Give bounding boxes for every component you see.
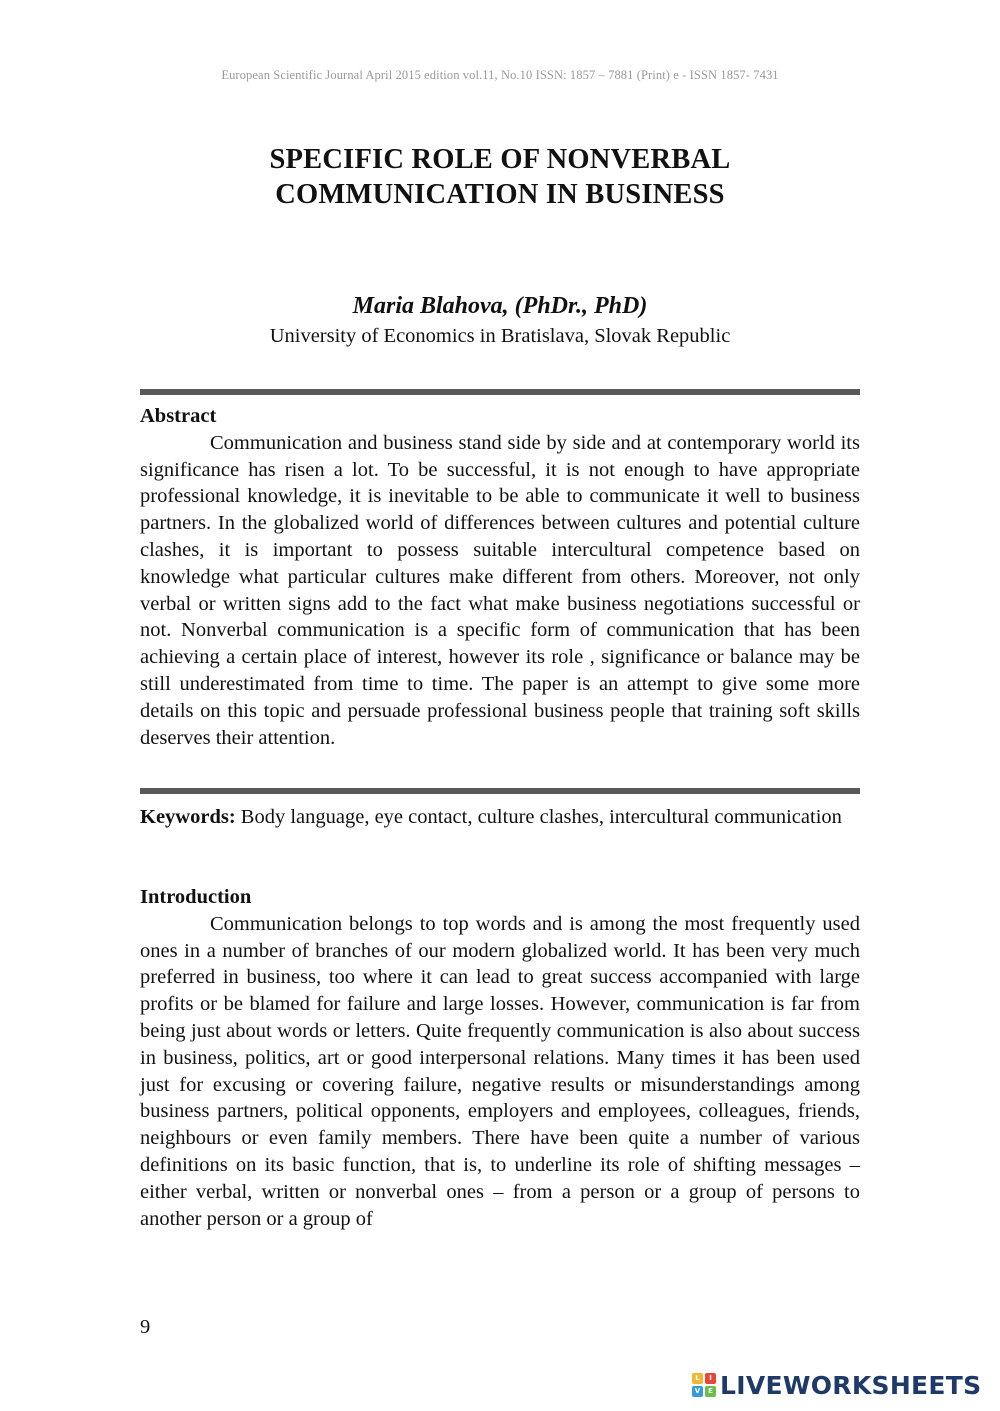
introduction-section (140, 884, 860, 1232)
mark-tile: I (705, 1373, 716, 1384)
introduction-heading: Introduction (140, 886, 252, 908)
abstract-section (140, 403, 860, 751)
liveworksheets-logo[interactable] (692, 1370, 981, 1400)
paper-title (100, 142, 900, 212)
abstract-text: Communication and business stand side by side and at contemporary world its significance has risen a lot. To be successful, it is not enough to have appropriate professional knowledge, it is inevitable to be able to communicate it well to business partners. In the globalized world of differences between cultures and potential culture clashes, it is important to possess suitable intercultural competence based on knowledge what particular cultures make different from others. Moreover, not only verbal or written signs add to the fact what make business negotiations successful or not. Nonverbal communication is a specific form of communication that has been achieving a certain place of interest, however its role , significance or balance may be still underestimated from time to time. The paper is an attempt to give some more details on this topic and persuade professional business people that training soft skills deserves their attention. (140, 431, 860, 749)
running-header: European Scientific Journal April 2015 edition vol.11, No.10 ISSN: 1857 – 7881 (Print) e - ISSN 1857- 7431 (221, 68, 779, 82)
keywords-label: Keywords: (140, 806, 236, 828)
keywords-text: Body language, eye contact, culture clashes, intercultural communication (235, 806, 842, 828)
liveworksheets-brand-text: LIVEWORKSHEETS (720, 1370, 982, 1400)
keywords-section (140, 804, 860, 831)
mark-tile: L (692, 1373, 703, 1384)
introduction-text: Communication belongs to top words and is among the most frequently used ones in a number of branches of our modern globalized world. It has been very much preferred in business, too where it can lead to great success accompanied with large profits or be blamed for failure and large losses. However, communication is far from being just about words or letters. Quite frequently communication is also about success in business, politics, art or good interpersonal relations. Many times it has been used just for excusing or covering failure, negative results or misunderstandings among business partners, political opponents, employers and employees, colleagues, friends, neighbours or even family members. There have been quite a number of various definitions on its basic function, that is, to underline its role of shifting messages – either verbal, written or nonverbal ones – from a person or a group of persons to another person or a group of (140, 912, 860, 1230)
liveworksheets-mark-icon (692, 1373, 716, 1397)
paper-title-line-2: COMMUNICATION IN BUSINESS (275, 179, 725, 210)
page-number: 9 (140, 1316, 151, 1338)
mark-tile: E (705, 1386, 716, 1397)
abstract-heading: Abstract (140, 405, 217, 427)
abstract-bottom-rule (140, 788, 860, 794)
abstract-top-rule (140, 389, 860, 395)
paper-title-line-1: SPECIFIC ROLE OF NONVERBAL (269, 144, 731, 175)
author-name: Maria Blahova, (PhDr., PhD) (352, 293, 648, 319)
author-affiliation: University of Economics in Bratislava, Slovak Republic (269, 325, 731, 347)
mark-tile: V (692, 1386, 703, 1397)
